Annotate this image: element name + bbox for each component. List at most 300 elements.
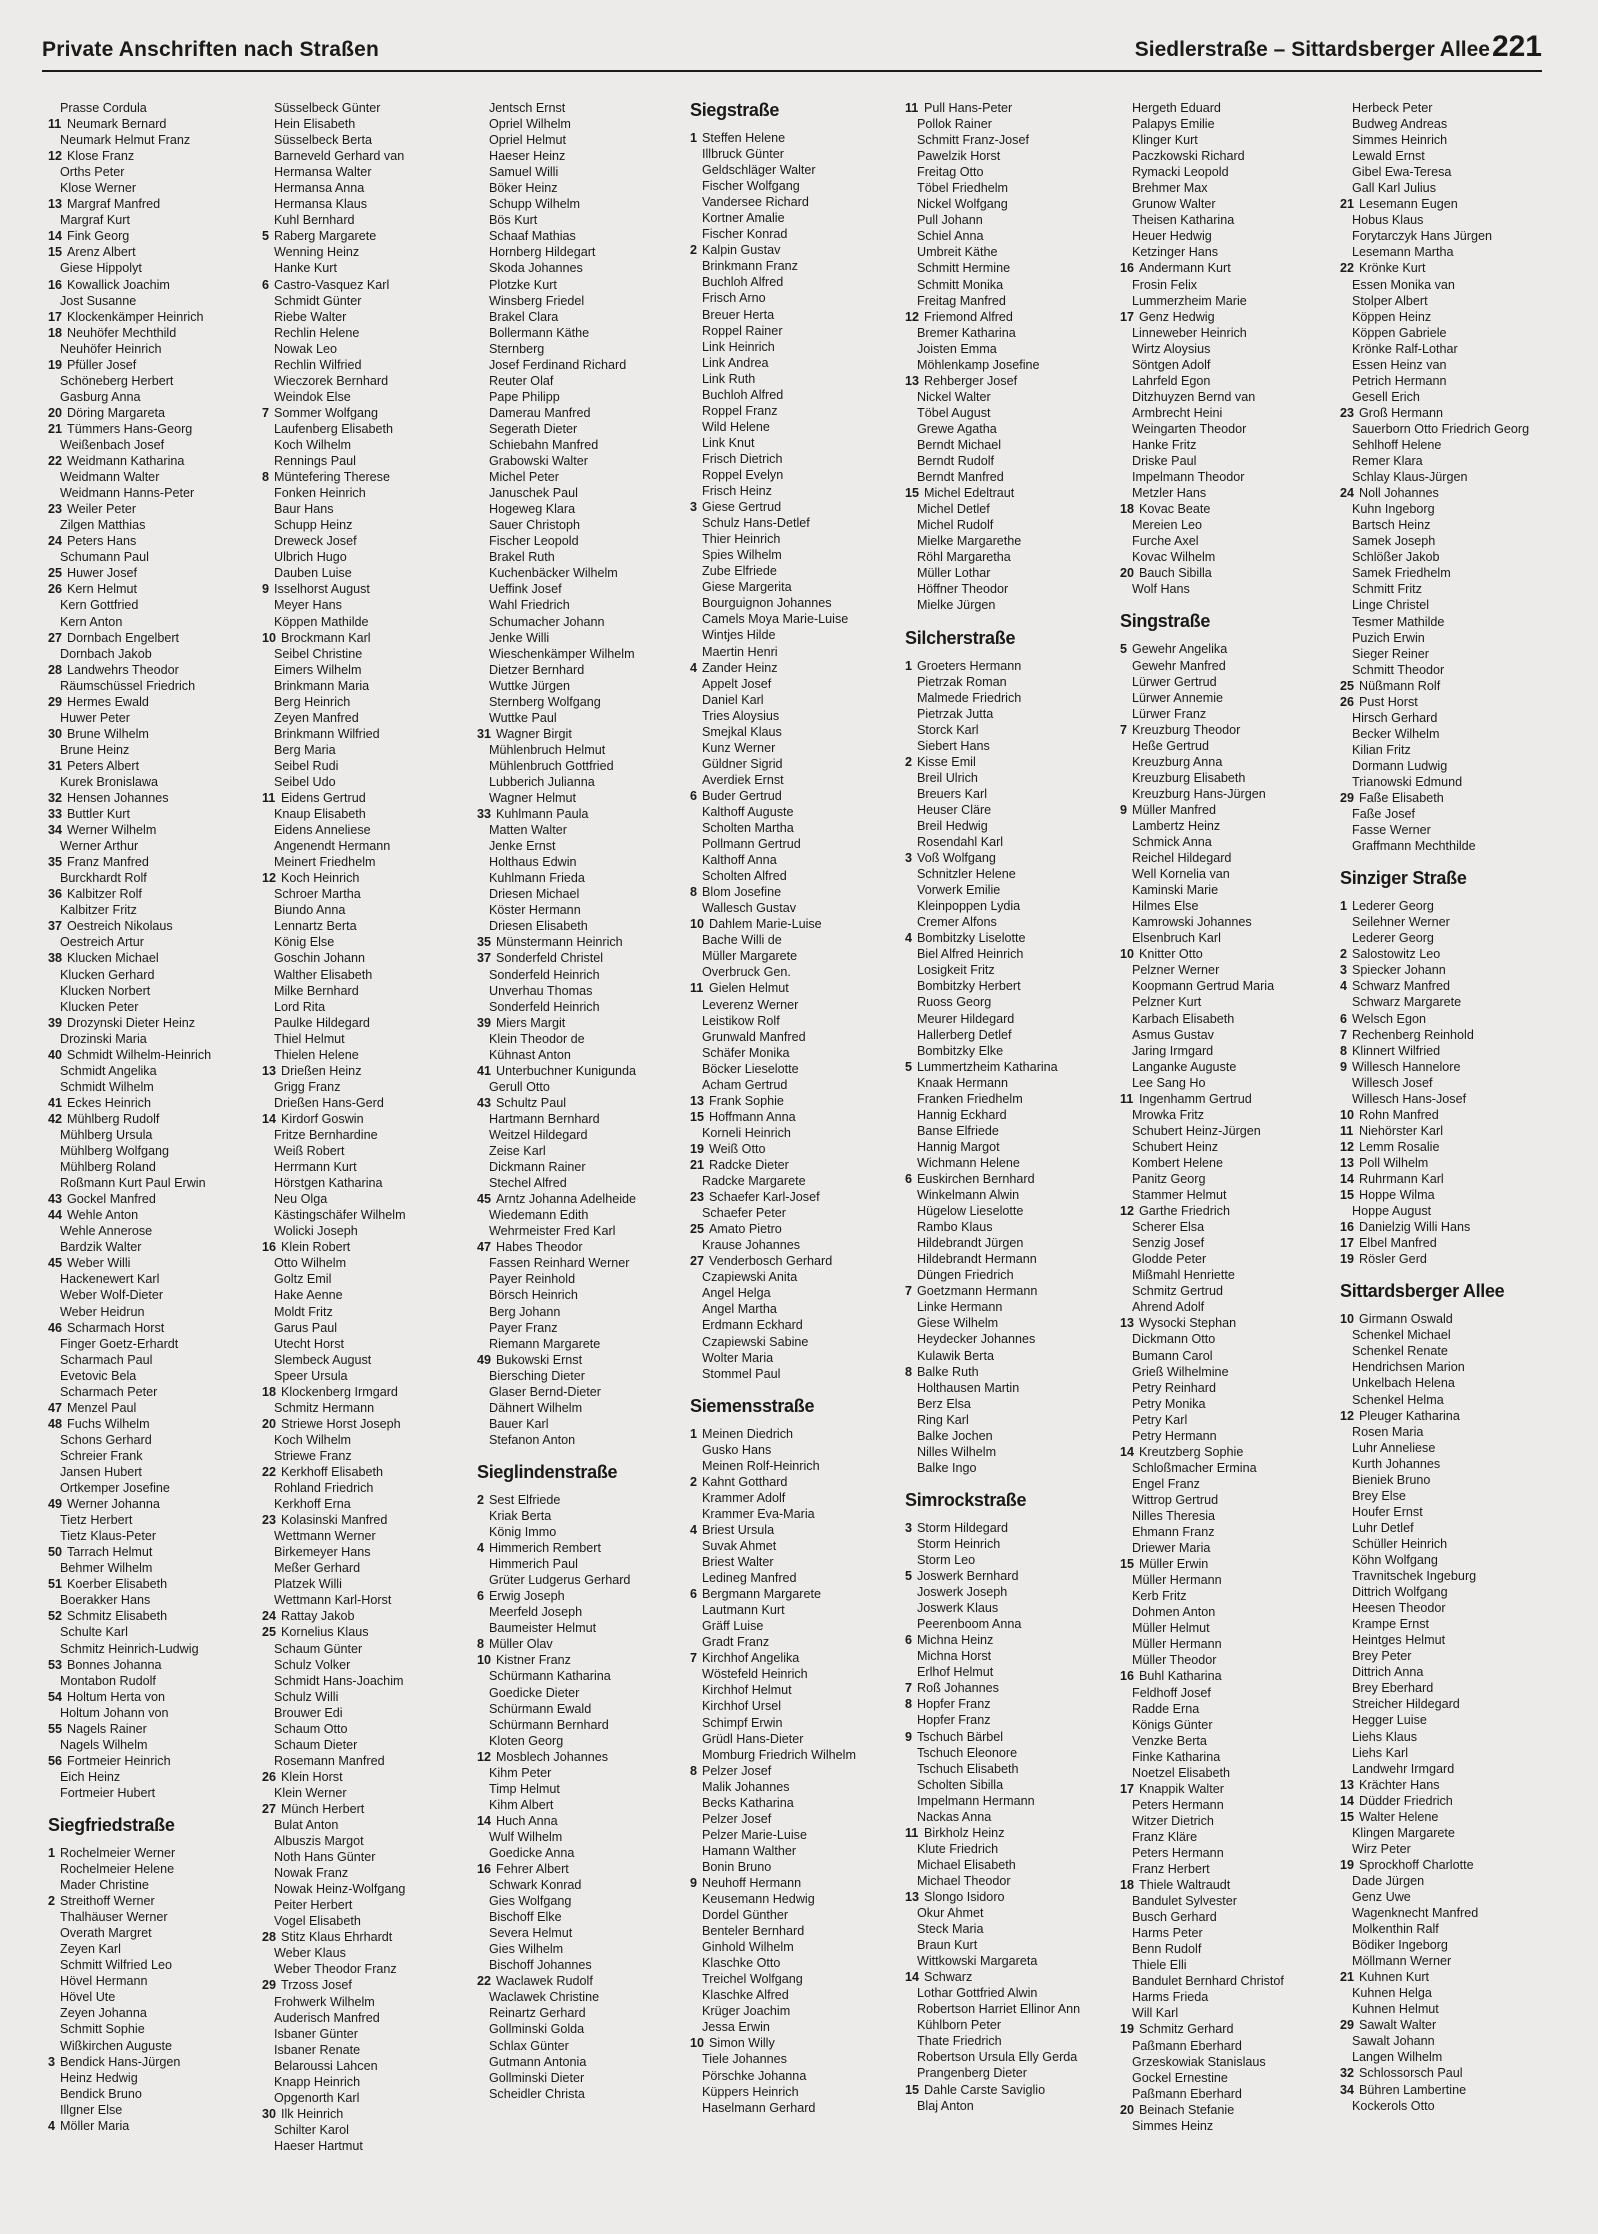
directory-entry	[262, 1079, 474, 1095]
resident-name: Schons Gerhard	[60, 1432, 152, 1447]
resident-name: Momburg Friedrich Wilhelm	[702, 1747, 856, 1762]
resident-name: Küppers Heinrich	[702, 2084, 799, 2099]
resident-name: Kalbitzer Rolf	[67, 887, 142, 902]
resident-name: Margraf Manfred	[67, 197, 161, 212]
directory-entry	[48, 1845, 260, 1861]
directory-entry	[905, 244, 1117, 260]
directory-entry	[690, 1586, 902, 1602]
resident-name: Wallesch Gustav	[702, 901, 797, 916]
directory-entry	[477, 2005, 689, 2021]
house-number: 10	[690, 2036, 705, 2051]
header-street-range: Siedlerstraße – Sittardsberger Allee	[1134, 38, 1490, 61]
resident-name: Robertson Harriet Ellinor Ann	[917, 2002, 1081, 2017]
directory-entry	[262, 1127, 474, 1143]
house-number: 6	[905, 1172, 913, 1186]
resident-name: Daniel Karl	[702, 692, 764, 707]
resident-name: Overath Margret	[60, 1926, 152, 1941]
resident-name: Ehmann Franz	[1132, 1525, 1215, 1540]
directory-entry	[1340, 196, 1552, 212]
directory-entry	[48, 1925, 260, 1941]
resident-name: Lederer Georg	[1352, 899, 1434, 914]
street-heading: Simrockstraße	[905, 1489, 1027, 1510]
directory-entry	[262, 405, 474, 421]
directory-entry	[262, 1159, 474, 1175]
resident-name: Kalthoff Auguste	[702, 804, 794, 819]
directory-entry	[1120, 116, 1332, 132]
resident-name: Bardzik Walter	[60, 1240, 142, 1255]
house-number: 55	[48, 1721, 63, 1736]
directory-entry	[690, 371, 902, 387]
resident-name: Paczkowski Richard	[1132, 149, 1245, 164]
resident-name: Peters Hans	[67, 534, 137, 549]
resident-name: Pelzer Josef	[702, 1763, 772, 1778]
directory-entry	[262, 1961, 474, 1977]
directory-entry	[262, 341, 474, 357]
directory-entry	[1340, 1327, 1552, 1343]
resident-name: Pollmann Gertrud	[702, 837, 801, 852]
directory-entry	[905, 180, 1117, 196]
directory-entry	[262, 1464, 474, 1480]
resident-name: Blom Josefine	[702, 885, 782, 900]
directory-entry	[905, 882, 1117, 898]
directory-entry	[1120, 1797, 1332, 1813]
house-number: 23	[48, 502, 63, 517]
resident-name: Losigkeit Fritz	[917, 963, 995, 978]
resident-name: Moldt Fritz	[274, 1304, 333, 1319]
directory-entry	[690, 1237, 902, 1253]
directory-entry	[1340, 1235, 1552, 1251]
house-number: 8	[477, 1637, 485, 1652]
resident-name: Müller Margarete	[702, 949, 798, 964]
house-number: 12	[262, 871, 277, 886]
directory-entry	[1340, 1139, 1552, 1155]
resident-name: Ginhold Wilhelm	[702, 1940, 794, 1955]
house-number: 16	[1120, 1669, 1135, 1684]
resident-name: Ortkemper Josefine	[60, 1481, 170, 1496]
house-number: 28	[262, 1930, 277, 1945]
directory-entry	[1340, 1680, 1552, 1696]
directory-entry	[1120, 533, 1332, 549]
directory-entry	[48, 999, 260, 1015]
resident-name: Lewald Ernst	[1352, 149, 1425, 164]
resident-name: Paßmann Eberhard	[1132, 2038, 1242, 2053]
resident-name: Grigg Franz	[274, 1079, 341, 1094]
resident-name: Wettmann Werner	[274, 1529, 376, 1544]
house-number: 9	[262, 582, 270, 597]
house-number: 2	[1340, 947, 1348, 962]
resident-name: Kahnt Gotthard	[702, 1474, 788, 1489]
house-number: 43	[48, 1192, 63, 1207]
resident-name: Böker Heinz	[489, 181, 558, 196]
resident-name: Briest Ursula	[702, 1522, 775, 1537]
resident-name: Schürmann Bernhard	[489, 1717, 609, 1732]
resident-name: Bombitzky Elke	[917, 1043, 1004, 1058]
directory-entry	[48, 212, 260, 228]
resident-name: Paßmann Eberhard	[1132, 2086, 1242, 2101]
resident-name: Schmidt Günter	[274, 293, 362, 308]
resident-name: Menzel Paul	[67, 1400, 137, 1415]
directory-entry	[690, 756, 902, 772]
resident-name: Pelzner Kurt	[1132, 995, 1202, 1010]
resident-name: Wittrop Gertrud	[1132, 1492, 1219, 1507]
house-number: 8	[905, 1697, 913, 1712]
directory-entry	[690, 644, 902, 660]
directory-entry	[477, 710, 689, 726]
resident-name: Opgenorth Karl	[274, 2090, 360, 2105]
resident-name: Thiel Helmut	[274, 1031, 345, 1046]
directory-entry	[262, 902, 474, 918]
resident-name: Suvak Ahmet	[702, 1538, 777, 1553]
directory-entry	[690, 932, 902, 948]
directory-entry	[1340, 1343, 1552, 1359]
resident-name: Hobus Klaus	[1352, 213, 1424, 228]
resident-name: Dornbach Jakob	[60, 646, 152, 661]
directory-entry	[477, 1320, 689, 1336]
directory-entry	[48, 902, 260, 918]
resident-name: Seibel Rudi	[274, 758, 339, 773]
directory-entry	[477, 1127, 689, 1143]
house-number: 20	[1120, 566, 1135, 581]
directory-entry	[905, 1825, 1117, 1841]
resident-name: Neumark Helmut Franz	[60, 133, 191, 148]
resident-name: Eich Heinz	[60, 1769, 121, 1784]
resident-name: Jaring Irmgard	[1132, 1043, 1214, 1058]
resident-name: Rohland Friedrich	[274, 1481, 374, 1496]
resident-name: Spies Wilhelm	[702, 548, 782, 563]
directory-entry	[477, 1352, 689, 1368]
house-number: 32	[1340, 2066, 1355, 2081]
house-number: 50	[48, 1545, 63, 1560]
directory-entry	[905, 164, 1117, 180]
directory-entry	[690, 611, 902, 627]
resident-name: Engel Franz	[1132, 1476, 1200, 1491]
directory-entry	[48, 1079, 260, 1095]
house-number: 10	[1120, 947, 1135, 962]
resident-name: Petry Hermann	[1132, 1428, 1217, 1443]
resident-name: Franz Manfred	[67, 855, 149, 870]
column-1	[48, 100, 260, 2134]
directory-entry	[690, 1061, 902, 1077]
resident-name: Bieniek Bruno	[1352, 1472, 1431, 1487]
directory-entry	[477, 983, 689, 999]
directory-entry	[477, 726, 689, 742]
resident-name: Berg Johann	[489, 1304, 561, 1319]
resident-name: Brockmann Karl	[281, 630, 371, 645]
directory-entry	[262, 1592, 474, 1608]
directory-entry	[690, 387, 902, 403]
resident-name: Holthausen Martin	[917, 1380, 1020, 1395]
resident-name: Klein Horst	[281, 1769, 343, 1784]
resident-name: Dornbach Engelbert	[67, 630, 180, 645]
directory-entry	[477, 1304, 689, 1320]
directory-entry	[477, 694, 689, 710]
directory-entry	[48, 196, 260, 212]
directory-entry	[48, 597, 260, 613]
directory-entry	[690, 1221, 902, 1237]
resident-name: Müller Hermann	[1132, 1573, 1222, 1588]
resident-name: Noetzel Elisabeth	[1132, 1765, 1231, 1780]
resident-name: Frisch Heinz	[702, 484, 772, 499]
directory-entry	[690, 1698, 902, 1714]
resident-name: Ueffink Josef	[489, 582, 562, 597]
directory-entry	[477, 1111, 689, 1127]
resident-name: Boerakker Hans	[60, 1593, 151, 1608]
resident-name: Berndt Manfred	[917, 470, 1004, 485]
resident-name: Peerenboom Anna	[917, 1617, 1022, 1632]
directory-entry	[477, 967, 689, 983]
resident-name: Illbruck Günter	[702, 147, 784, 162]
house-number: 6	[690, 788, 698, 803]
resident-name: Reinartz Gerhard	[489, 2006, 586, 2021]
resident-name: Kuhnen Kurt	[1359, 1970, 1430, 1985]
directory-entry	[477, 1941, 689, 1957]
resident-name: Ilk Heinrich	[281, 2106, 344, 2121]
resident-name: Nagels Wilhelm	[60, 1737, 148, 1752]
resident-name: Kühlborn Peter	[917, 2018, 1002, 2033]
resident-name: Mrowka Fritz	[1132, 1107, 1205, 1122]
directory-entry	[690, 467, 902, 483]
resident-name: Weiß Robert	[274, 1144, 345, 1159]
directory-entry	[690, 1859, 902, 1875]
directory-entry	[905, 1712, 1117, 1728]
resident-name: Smejkal Klaus	[702, 724, 782, 739]
directory-entry	[262, 1239, 474, 1255]
directory-entry	[48, 806, 260, 822]
house-number: 19	[690, 1141, 705, 1156]
resident-name: Schiel Anna	[917, 229, 984, 244]
directory-entry	[905, 421, 1117, 437]
resident-name: Weber Klaus	[274, 1946, 346, 1961]
directory-entry	[477, 1159, 689, 1175]
directory-entry	[690, 258, 902, 274]
resident-name: Pelzner Werner	[1132, 963, 1220, 978]
house-number: 1	[690, 131, 698, 145]
resident-name: Bischoff Elke	[489, 1910, 562, 1925]
resident-name: Wieschenkämper Wilhelm	[489, 646, 635, 661]
resident-name: Thiele Waltraudt	[1139, 1878, 1231, 1893]
resident-name: Schwarz Manfred	[1352, 979, 1450, 994]
resident-name: Schürmann Katharina	[489, 1669, 611, 1684]
directory-entry	[1120, 100, 1332, 116]
resident-name: Brey Peter	[1352, 1649, 1412, 1664]
directory-entry	[477, 1223, 689, 1239]
directory-entry	[477, 453, 689, 469]
resident-name: Klein Werner	[274, 1785, 347, 1800]
directory-entry	[905, 1873, 1117, 1889]
resident-name: Krüger Joachim	[702, 2004, 791, 2019]
directory-entry	[477, 742, 689, 758]
resident-name: Kerkhoff Elisabeth	[281, 1464, 383, 1479]
resident-name: Essen Monika van	[1352, 277, 1455, 292]
directory-entry	[905, 1203, 1117, 1219]
directory-entry	[905, 1745, 1117, 1761]
directory-entry	[48, 437, 260, 453]
directory-entry	[477, 1368, 689, 1384]
resident-name: Lesemann Martha	[1352, 245, 1454, 260]
resident-name: Meerfeld Joseph	[489, 1605, 583, 1620]
directory-entry	[48, 1512, 260, 1528]
resident-name: Heße Gertrud	[1132, 738, 1209, 753]
resident-name: Kreuzburg Anna	[1132, 754, 1223, 769]
resident-name: Koerber Elisabeth	[67, 1577, 168, 1592]
house-number: 2	[48, 1894, 56, 1909]
directory-entry	[690, 916, 902, 932]
resident-name: Winsberg Friedel	[489, 293, 585, 308]
house-number: 13	[1120, 1316, 1135, 1331]
directory-entry	[905, 1155, 1117, 1171]
directory-entry	[262, 1207, 474, 1223]
directory-entry	[905, 1043, 1117, 1059]
resident-name: Schmitz Elisabeth	[67, 1609, 168, 1624]
resident-name: Münch Herbert	[281, 1801, 365, 1816]
resident-name: Klose Werner	[60, 181, 137, 196]
house-number: 1	[690, 1426, 698, 1441]
directory-entry	[1120, 1829, 1332, 1845]
directory-entry	[48, 1127, 260, 1143]
resident-name: Kirchhof Helmut	[702, 1683, 792, 1698]
directory-entry	[1120, 1219, 1332, 1235]
directory-entry	[1120, 1107, 1332, 1123]
resident-name: Steffen Helene	[702, 131, 786, 145]
resident-name: Brinkmann Maria	[274, 678, 370, 693]
resident-name: Gibel Ewa-Teresa	[1352, 165, 1452, 180]
directory-entry	[905, 2017, 1117, 2033]
resident-name: Nowak Franz	[274, 1866, 349, 1881]
resident-name: Köppen Gabriele	[1352, 325, 1447, 340]
resident-name: Holthaus Edwin	[489, 855, 577, 870]
directory-entry	[905, 469, 1117, 485]
directory-entry	[48, 1753, 260, 1769]
resident-name: Vorwerk Emilie	[917, 883, 1001, 898]
directory-entry	[477, 886, 689, 902]
resident-name: Weber Willi	[67, 1256, 131, 1271]
directory-entry	[1340, 309, 1552, 325]
directory-entry	[262, 1881, 474, 1897]
resident-name: Stitz Klaus Ehrhardt	[281, 1930, 393, 1945]
directory-entry	[48, 1352, 260, 1368]
resident-name: Kriak Berta	[489, 1508, 552, 1523]
house-number: 14	[1340, 1172, 1355, 1186]
directory-entry	[905, 260, 1117, 276]
directory-entry	[1340, 742, 1552, 758]
resident-name: Houfer Ernst	[1352, 1504, 1423, 1519]
resident-name: Stechel Alfred	[489, 1176, 567, 1191]
resident-name: Hörstgen Katharina	[274, 1176, 383, 1191]
directory-entry	[262, 1063, 474, 1079]
directory-entry	[48, 983, 260, 999]
directory-entry	[1120, 212, 1332, 228]
directory-entry	[1340, 710, 1552, 726]
resident-name: Michael Elisabeth	[917, 1857, 1016, 1872]
house-number: 19	[1340, 1252, 1355, 1267]
house-number: 21	[1340, 197, 1355, 212]
house-number: 9	[690, 1875, 698, 1890]
directory-entry	[262, 1849, 474, 1865]
resident-name: Panitz Georg	[1132, 1172, 1206, 1186]
directory-entry	[477, 1015, 689, 1031]
directory-entry	[1340, 1809, 1552, 1825]
resident-name: Fasse Werner	[1352, 823, 1431, 838]
resident-name: Nilles Wilhelm	[917, 1444, 997, 1459]
directory-entry	[690, 1205, 902, 1221]
directory-entry	[262, 1400, 474, 1416]
directory-entry	[905, 309, 1117, 325]
directory-entry	[262, 421, 474, 437]
resident-name: Dittrich Wolfgang	[1352, 1585, 1448, 1600]
directory-entry	[262, 1496, 474, 1512]
directory-entry	[262, 678, 474, 694]
directory-entry	[48, 325, 260, 341]
resident-name: Hallerberg Detlef	[917, 1027, 1012, 1042]
resident-name: Rechlin Helene	[274, 325, 360, 340]
house-number: 16	[477, 1862, 492, 1877]
directory-entry	[690, 788, 902, 804]
resident-name: Bourguignon Johannes	[702, 596, 832, 611]
resident-name: Weber Heidrun	[60, 1304, 145, 1319]
resident-name: Karbach Elisabeth	[1132, 1011, 1235, 1026]
directory-entry	[1120, 1283, 1332, 1299]
resident-name: Hackenewert Karl	[60, 1272, 160, 1287]
resident-name: Klaschke Otto	[702, 1956, 781, 1971]
directory-entry	[905, 962, 1117, 978]
directory-entry	[262, 1833, 474, 1849]
resident-name: Grieß Wilhelmine	[1132, 1364, 1229, 1379]
directory-entry	[1340, 1985, 1552, 2001]
resident-name: Thalhäuser Werner	[60, 1910, 168, 1925]
directory-entry	[690, 2019, 902, 2035]
resident-name: Graffmann Mechthilde	[1352, 839, 1476, 854]
resident-name: Tarrach Helmut	[67, 1545, 153, 1560]
resident-name: Becks Katharina	[702, 1795, 794, 1810]
directory-entry	[48, 1271, 260, 1287]
directory-entry	[905, 1380, 1117, 1396]
resident-name: Mühlenbruch Helmut	[489, 742, 606, 757]
resident-name: Dittrich Anna	[1352, 1665, 1424, 1680]
directory-entry	[1120, 1059, 1332, 1075]
directory-entry	[48, 1336, 260, 1352]
resident-name: Jansen Hubert	[60, 1464, 142, 1479]
directory-entry	[1120, 1476, 1332, 1492]
house-number: 32	[48, 791, 63, 806]
directory-entry	[690, 1682, 902, 1698]
directory-entry	[690, 146, 902, 162]
resident-name: Margraf Kurt	[60, 213, 130, 228]
resident-name: Leistikow Rolf	[702, 1013, 780, 1028]
resident-name: Gusko Hans	[702, 1442, 772, 1457]
resident-name: Molkenthin Ralf	[1352, 1922, 1439, 1937]
directory-entry	[262, 1480, 474, 1496]
resident-name: Oestreich Nikolaus	[67, 919, 173, 934]
resident-name: Driesen Elisabeth	[489, 919, 588, 934]
directory-entry	[1340, 581, 1552, 597]
directory-entry	[262, 1897, 474, 1913]
directory-entry	[48, 854, 260, 870]
resident-name: Hendrichsen Marion	[1352, 1360, 1465, 1375]
directory-entry	[48, 1448, 260, 1464]
resident-name: Habes Theodor	[496, 1240, 583, 1255]
directory-entry	[905, 658, 1117, 674]
house-number: 26	[48, 582, 63, 597]
directory-entry	[48, 774, 260, 790]
resident-name: Huwer Josef	[67, 566, 137, 581]
directory-entry	[690, 1843, 902, 1859]
directory-entry	[690, 531, 902, 547]
resident-name: Müller Lothar	[917, 566, 991, 581]
directory-entry	[905, 357, 1117, 373]
resident-name: Rohn Manfred	[1359, 1107, 1439, 1122]
resident-name: Garus Paul	[274, 1320, 337, 1335]
resident-name: Kurek Bronislawa	[60, 774, 158, 789]
